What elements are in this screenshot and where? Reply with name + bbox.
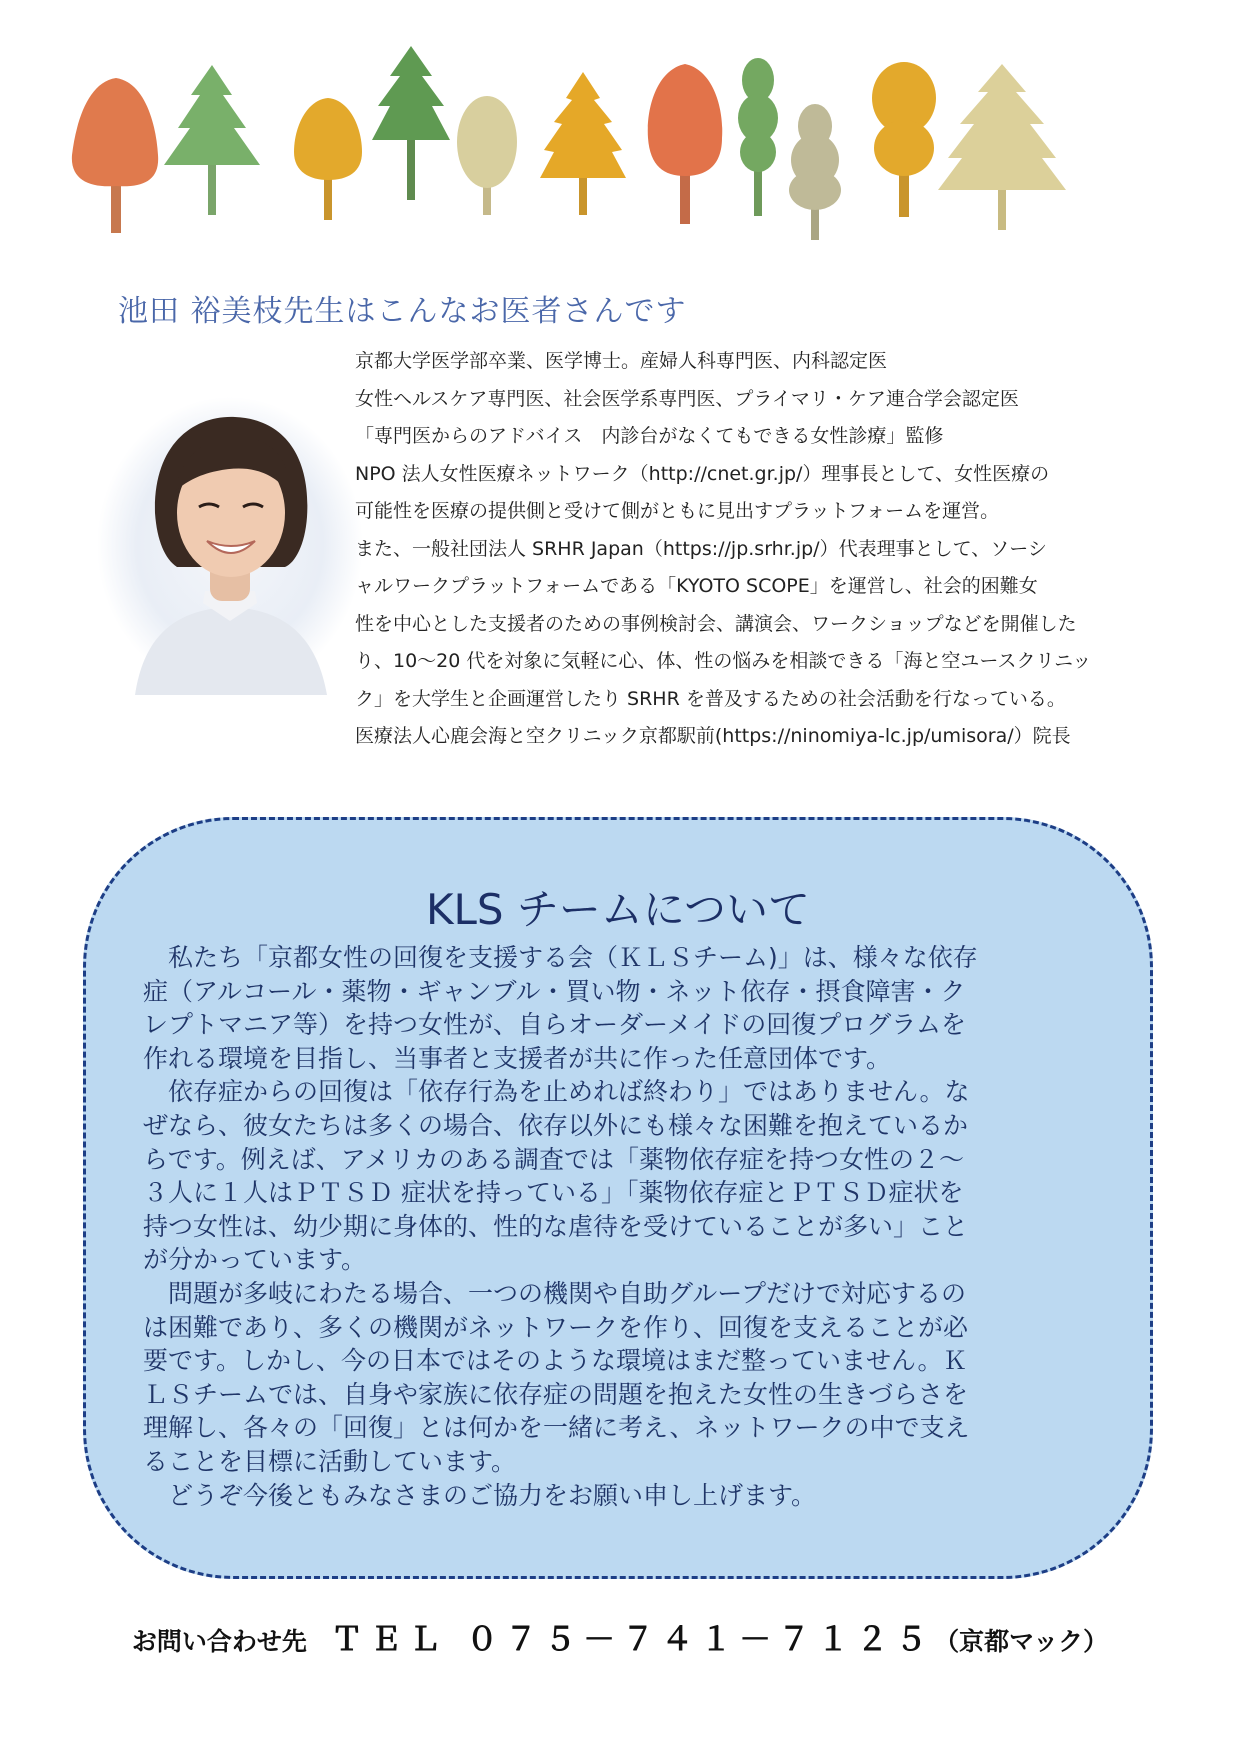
kls-line: 私たち「京都女性の回復を支援する会（ＫＬＳチーム)」は、様々な依存: [143, 943, 978, 972]
kls-line: 症（アルコール・薬物・ギャンブル・買い物・ネット依存・摂食障害・ク: [143, 976, 966, 1006]
kls-line: ３人に１人はＰＴＳＤ 症状を持っている」「薬物依存症とＰＴＳＤ症状を: [143, 1178, 964, 1208]
tree-icon: [789, 104, 841, 240]
tree-icon: [540, 72, 626, 215]
bio-line: り、10～20 代を対象に気軽に心、体、性の悩みを相談できる「海と空ユースクリニッ: [355, 650, 1092, 672]
kls-line: レプトマニア等）を持つ女性が、自らオーダーメイドの回復プログラムを: [143, 1010, 967, 1040]
doctor-bio: [355, 343, 1160, 756]
contact-phone-number: ＴＥＬ ０７５－７４１－７１２５: [330, 1620, 935, 1658]
tree-icon: [164, 65, 260, 215]
tree-illustration-banner: [60, 40, 1180, 255]
bio-line: 可能性を医療の提供側と受けて側がともに見出すプラットフォームを運営。: [355, 500, 1000, 522]
doctor-portrait-photo: [95, 395, 365, 695]
kls-line: 問題が多岐にわたる場合、一つの機関や自助グループだけで対応するの: [143, 1278, 967, 1308]
bio-line: 性を中心とした支援者のための事例検討会、講演会、ワークショップなどを開催した: [355, 612, 1077, 635]
bio-line: 女性ヘルスケア専門医、社会医学系専門医、プライマリ・ケア連合学会認定医: [355, 387, 1019, 410]
kls-line: 作れる環境を目指し、当事者と支援者が共に作った任意団体です。: [143, 1043, 892, 1073]
tree-icon: [457, 96, 517, 215]
kls-team-description: [143, 941, 1103, 1512]
kls-line: 理解し、各々の「回復」とは何かを一緒に考え、ネットワークの中で支え: [143, 1413, 970, 1443]
doctor-section-heading: 池田 裕美枝先生はこんなお医者さんです: [118, 294, 687, 329]
tree-icon: [738, 58, 778, 216]
tree-icon: [294, 98, 362, 220]
contact-organization: （京都マック）: [934, 1627, 1109, 1656]
kls-line: 持つ女性は、幼少期に身体的、性的な虐待を受けていることが多い」こと: [143, 1211, 969, 1241]
tree-icon: [872, 62, 936, 217]
kls-line: は困難であり、多くの機関がネットワークを作り、回復を支えることが必: [143, 1312, 969, 1342]
kls-line: ぜなら、彼女たちは多くの場合、依存以外にも様々な困難を抱えているか: [143, 1110, 969, 1140]
bio-line: 医療法人心鹿会海と空クリニック京都駅前(https://ninomiya-lc.jp/umisora/）院長: [355, 725, 1071, 747]
tree-icon: [72, 78, 158, 233]
kls-line: 依存症からの回復は「依存行為を止めれば終わり」ではありません。な: [143, 1077, 970, 1107]
kls-line: ることを目標に活動しています。: [143, 1446, 517, 1476]
kls-line: 要です。しかし、今の日本ではそのような環境はまだ整っていません。Ｋ: [143, 1346, 968, 1376]
bio-line: また、一般社団法人 SRHR Japan（https://jp.srhr.jp/）代表理事として、ソーシ: [355, 537, 1047, 560]
bio-line: NPO 法人女性医療ネットワーク（http://cnet.gr.jp/）理事長として、女性医療の: [355, 462, 1050, 485]
bio-line: 「専門医からのアドバイス 内診台がなくてもできる女性診療」監修: [355, 425, 944, 447]
bio-line: ク」を大学生と企画運営したり SRHR を普及するための社会活動を行なっている。: [355, 687, 1066, 710]
kls-line: が分かっています。: [143, 1245, 367, 1275]
kls-line: どうぞ今後ともみなさまのご協力をお願い申し上げます。: [143, 1480, 817, 1510]
contact-label: お問い合わせ先: [131, 1627, 307, 1656]
kls-team-info-box: [83, 817, 1153, 1579]
tree-icon: [372, 46, 450, 200]
tree-icon: [938, 64, 1066, 230]
kls-line: らです。例えば、アメリカのある調査では「薬物依存症を持つ女性の２～: [143, 1144, 965, 1174]
tree-icon: [648, 64, 722, 224]
kls-line: ＬＳチームでは、自身や家族に依存症の問題を抱えた女性の生きづらさを: [143, 1379, 969, 1409]
bio-line: ャルワークプラットフォームである「KYOTO SCOPE」を運営し、社会的困難女: [355, 575, 1038, 597]
contact-info: [0, 1614, 1240, 1660]
bio-line: 京都大学医学部卒業、医学博士。産婦人科専門医、内科認定医: [355, 350, 888, 372]
kls-team-heading: KLS チームについて: [425, 885, 811, 934]
